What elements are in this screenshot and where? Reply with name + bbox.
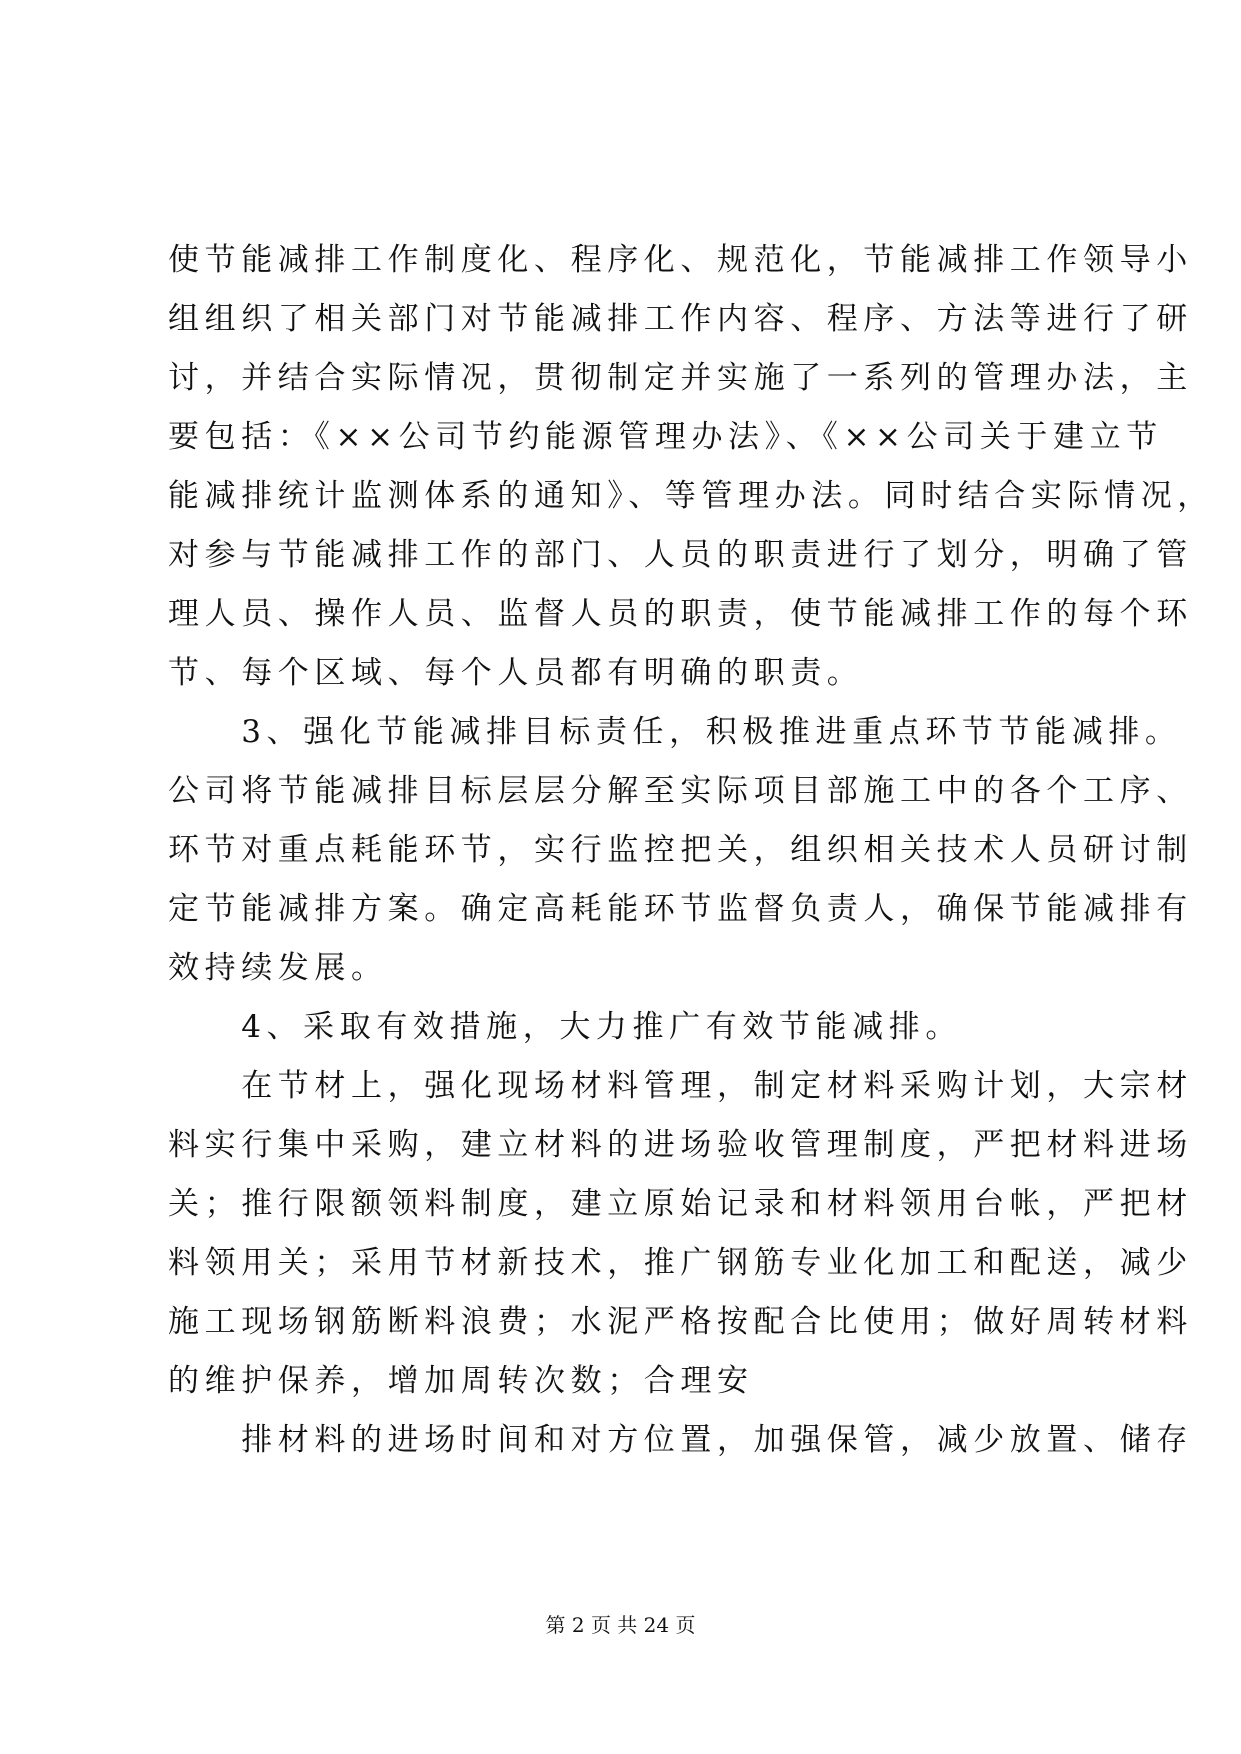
text-line: 环节对重点耗能环节，实行监控把关，组织相关技术人员研讨制 bbox=[168, 832, 1193, 868]
text-line: 使节能减排工作制度化、程序化、规范化，节能减排工作领导小 bbox=[168, 242, 1193, 278]
page-footer: 第 2 页 共 24 页 bbox=[545, 1613, 696, 1637]
text-line: 排材料的进场时间和对方位置，加强保管，减少放置、储存 bbox=[168, 1422, 1193, 1458]
text-line: 能减排统计监测体系的通知》、等管理办法。同时结合实际情况， bbox=[168, 478, 1214, 514]
text-line: 施工现场钢筋断料浪费；水泥严格按配合比使用；做好周转材料 bbox=[168, 1304, 1193, 1340]
text-line: 料实行集中采购，建立材料的进场验收管理制度，严把材料进场 bbox=[168, 1127, 1193, 1163]
text-line: 4、采取有效措施，大力推广有效节能减排。 bbox=[168, 1009, 962, 1045]
text-line: 讨，并结合实际情况，贯彻制定并实施了一系列的管理办法，主 bbox=[168, 360, 1193, 396]
text-line: 的维护保养，增加周转次数；合理安 bbox=[168, 1363, 754, 1399]
text-line: 效持续发展。 bbox=[168, 950, 388, 986]
text-line: 要包括：《××公司节约能源管理办法》、《××公司关于建立节 bbox=[168, 419, 1163, 455]
text-line: 关；推行限额领料制度，建立原始记录和材料领用台帐，严把材 bbox=[168, 1186, 1193, 1222]
text-line: 料领用关；采用节材新技术，推广钢筋专业化加工和配送，减少 bbox=[168, 1245, 1193, 1281]
text-line: 在节材上，强化现场材料管理，制定材料采购计划，大宗材 bbox=[168, 1068, 1193, 1104]
text-line: 组组织了相关部门对节能减排工作内容、程序、方法等进行了研 bbox=[168, 301, 1193, 337]
text-line: 定节能减排方案。确定高耗能环节监督负责人，确保节能减排有 bbox=[168, 891, 1193, 927]
text-line: 理人员、操作人员、监督人员的职责，使节能减排工作的每个环 bbox=[168, 596, 1193, 632]
text-line: 节、每个区域、每个人员都有明确的职责。 bbox=[168, 655, 864, 691]
text-line: 对参与节能减排工作的部门、人员的职责进行了划分，明确了管 bbox=[168, 537, 1193, 573]
text-line: 3、强化节能减排目标责任，积极推进重点环节节能减排。 bbox=[168, 714, 1182, 750]
text-line: 公司将节能减排目标层层分解至实际项目部施工中的各个工序、 bbox=[168, 773, 1193, 809]
